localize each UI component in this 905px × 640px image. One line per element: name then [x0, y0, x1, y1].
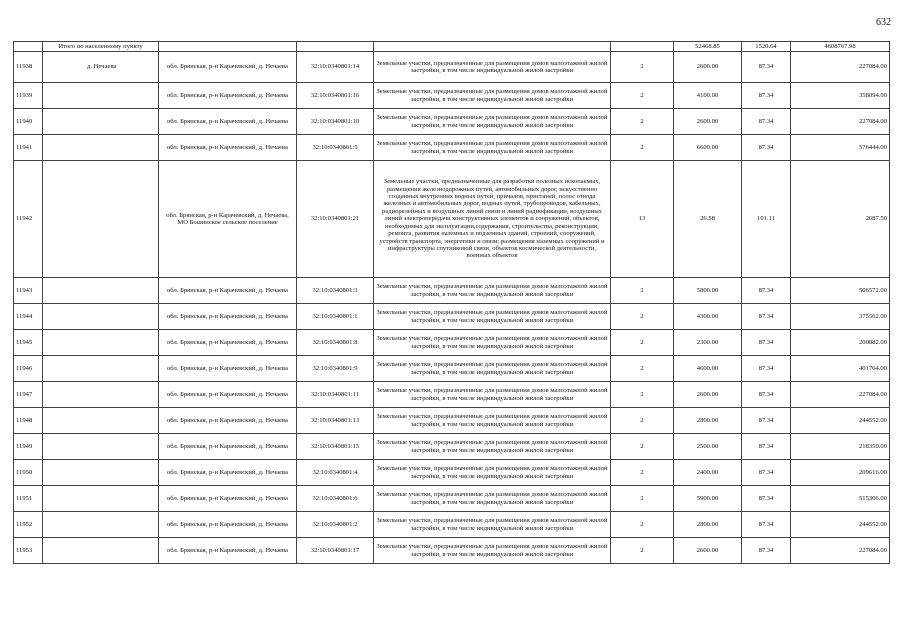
land-area: 5800.00: [674, 278, 742, 304]
address-cell: обл. Брянская, р-н Карачевский, д. Нечаева: [159, 304, 297, 330]
locality-cell: [43, 408, 159, 434]
table-row: [14, 278, 890, 304]
cadastral-number: 32:10:0340801:11: [297, 382, 374, 408]
total-category-cell: [611, 42, 674, 52]
land-area: 4100.00: [674, 83, 742, 109]
cadastral-value-table: [13, 41, 890, 564]
row-number: 11944: [14, 304, 43, 330]
total-label: Итого по населенному пункту: [43, 42, 159, 52]
address-cell: обл. Брянская, р-н Карачевский, д. Нечаева: [159, 460, 297, 486]
row-number: 11953: [14, 538, 43, 564]
table-row: [14, 538, 890, 564]
table-row: [14, 460, 890, 486]
address-cell: обл. Брянская, р-н Карачевский, д. Нечаева: [159, 135, 297, 161]
address-cell: обл. Брянская, р-н Карачевский, д. Нечаева: [159, 278, 297, 304]
table-row: [14, 304, 890, 330]
row-number: 11945: [14, 330, 43, 356]
row-number: 11952: [14, 512, 43, 538]
cadastral-value: 401764.00: [791, 356, 890, 382]
specific-value: 87.34: [742, 538, 791, 564]
use-category: 2: [611, 109, 674, 135]
land-use-description: Земельные участки, предназначенные для размещения домов малоэтажной жилой застройки, в том числе индивидуальной жилой застройки: [374, 486, 611, 512]
use-category: 2: [611, 486, 674, 512]
locality-cell: [43, 83, 159, 109]
address-cell: обл. Брянская, р-н Карачевский, д. Нечаева: [159, 52, 297, 83]
land-use-description: Земельные участки, предназначенные для размещения домов малоэтажной жилой застройки, в том числе индивидуальной жилой застройки: [374, 52, 611, 83]
land-use-description: Земельные участки, предназначенные для размещения домов малоэтажной жилой застройки, в том числе индивидуальной жилой застройки: [374, 304, 611, 330]
row-number: 11946: [14, 356, 43, 382]
address-cell: обл. Брянская, р-н Карачевский, д. Нечаева: [159, 486, 297, 512]
cadastral-number: 32:10:0340801:1: [297, 304, 374, 330]
land-use-description: Земельные участки, предназначенные для размещения домов малоэтажной жилой застройки, в том числе индивидуальной жилой застройки: [374, 330, 611, 356]
locality-cell: [43, 538, 159, 564]
land-area: 2600.00: [674, 538, 742, 564]
row-number: 11948: [14, 408, 43, 434]
specific-value: 87.34: [742, 52, 791, 83]
specific-value: 87.34: [742, 83, 791, 109]
specific-value: 87.34: [742, 486, 791, 512]
specific-value: 87.34: [742, 135, 791, 161]
cadastral-number: 32:10:0340801:15: [297, 434, 374, 460]
row-number: 11950: [14, 460, 43, 486]
row-number: 11947: [14, 382, 43, 408]
land-area: 2600.00: [674, 109, 742, 135]
address-cell: обл. Брянская, р-н Карачевский, д. Нечаева: [159, 538, 297, 564]
specific-value: 87.34: [742, 330, 791, 356]
table-row: [14, 382, 890, 408]
row-number: 11939: [14, 83, 43, 109]
land-area: 6600.00: [674, 135, 742, 161]
row-number: 11941: [14, 135, 43, 161]
row-number: 11942: [14, 161, 43, 278]
cadastral-value: 200882.00: [791, 330, 890, 356]
cadastral-value: 2687.50: [791, 161, 890, 278]
land-use-description: Земельные участки, предназначенные для размещения домов малоэтажной жилой застройки, в том числе индивидуальной жилой застройки: [374, 109, 611, 135]
locality-cell: [43, 382, 159, 408]
land-area: 5900.00: [674, 486, 742, 512]
table-row: [14, 109, 890, 135]
locality-cell: [43, 135, 159, 161]
cadastral-number: 32:10:0340801:9: [297, 356, 374, 382]
table-row: [14, 135, 890, 161]
cadastral-number: 32:10:0340801:5: [297, 135, 374, 161]
address-cell: обл. Брянская, р-н Карачевский, д. Нечаева: [159, 434, 297, 460]
table-row: [14, 83, 890, 109]
use-category: 2: [611, 83, 674, 109]
cadastral-value: 227084.00: [791, 52, 890, 83]
address-cell: обл. Брянская, р-н Карачевский, д. Нечаева, МО Бошинское сельское поселение: [159, 161, 297, 278]
row-number: 11943: [14, 278, 43, 304]
use-category: 2: [611, 135, 674, 161]
cadastral-value: 576444.00: [791, 135, 890, 161]
specific-value: 87.34: [742, 382, 791, 408]
cadastral-number: 32:10:0340801:17: [297, 538, 374, 564]
land-area: 2800.00: [674, 512, 742, 538]
total-rate: 1520.64: [742, 42, 791, 52]
land-use-description: Земельные участки, предназначенные для размещения домов малоэтажной жилой застройки, в том числе индивидуальной жилой застройки: [374, 460, 611, 486]
cadastral-number: 32:10:0340801:16: [297, 83, 374, 109]
locality-cell: [43, 52, 159, 83]
use-category: 2: [611, 538, 674, 564]
use-category: 2: [611, 330, 674, 356]
locality-cell: [43, 356, 159, 382]
address-cell: обл. Брянская, р-н Карачевский, д. Нечаева: [159, 512, 297, 538]
cadastral-value: 209616.00: [791, 460, 890, 486]
address-cell: обл. Брянская, р-н Карачевский, д. Нечаева: [159, 408, 297, 434]
locality-cell: [43, 109, 159, 135]
use-category: 2: [611, 434, 674, 460]
cadastral-number: 32:10:0340801:6: [297, 486, 374, 512]
use-category: 2: [611, 52, 674, 83]
land-area: 4300.00: [674, 304, 742, 330]
land-use-description: Земельные участки, предназначенные для размещения домов малоэтажной жилой застройки, в том числе индивидуальной жилой застройки: [374, 512, 611, 538]
cadastral-value: 358094.00: [791, 83, 890, 109]
specific-value: 87.34: [742, 512, 791, 538]
land-area: 2800.00: [674, 408, 742, 434]
locality-cell: [43, 330, 159, 356]
total-address-cell: [159, 42, 297, 52]
use-category: 13: [611, 161, 674, 278]
total-cadastral-cell: [297, 42, 374, 52]
use-category: 2: [611, 278, 674, 304]
table-row: [14, 434, 890, 460]
table-row: [14, 486, 890, 512]
land-use-description: Земельные участки, предназначенные для размещения домов малоэтажной жилой застройки, в том числе индивидуальной жилой застройки: [374, 408, 611, 434]
land-area: 4600.00: [674, 356, 742, 382]
row-number: 11940: [14, 109, 43, 135]
use-category: 2: [611, 356, 674, 382]
total-value: 4608767.98: [791, 42, 890, 52]
row-number: 11951: [14, 486, 43, 512]
land-use-description: Земельные участки, предназначенные для размещения домов малоэтажной жилой застройки, в том числе индивидуальной жилой застройки: [374, 538, 611, 564]
land-area: 2600.00: [674, 382, 742, 408]
row-number: 11949: [14, 434, 43, 460]
address-cell: обл. Брянская, р-н Карачевский, д. Нечаева: [159, 109, 297, 135]
total-num-cell: [14, 42, 43, 52]
use-category: 2: [611, 408, 674, 434]
land-use-description: Земельные участки, предназначенные для размещения домов малоэтажной жилой застройки, в том числе индивидуальной жилой застройки: [374, 356, 611, 382]
locality-cell: [43, 161, 159, 278]
cadastral-number: 32:10:0340801:2: [297, 512, 374, 538]
cadastral-value: 227084.00: [791, 382, 890, 408]
land-use-description: Земельные участки, предназначенные для размещения домов малоэтажной жилой застройки, в том числе индивидуальной жилой застройки: [374, 382, 611, 408]
cadastral-value: 218350.00: [791, 434, 890, 460]
land-area: 26.58: [674, 161, 742, 278]
cadastral-number: 32:10:0340801:14: [297, 52, 374, 83]
specific-value: 87.34: [742, 460, 791, 486]
cadastral-number: 32:10:0340801:4: [297, 460, 374, 486]
cadastral-value: 244552.00: [791, 512, 890, 538]
total-row: [14, 42, 890, 52]
land-use-description: Земельные участки, предназначенные для разработки полезных ископаемых, размещения железнодорожных путей, автомобильных дорог, искусственно созданных внутренних водных путей, причалов, пристаней, полос отвода железных и автомобильных дорог, водных путей, трубопроводов, кабельных, радиорелейных и воздушных линий связи и линий радиофикации, воздушных линий электропередачи конструктивных элементов и сооружений, объектов, необходимых для эксплуатации,содержания, строительства, реконструкции, ремонта, развития наземных и подземных зданий, строений, сооружений, устройств транспорта, энергетики и связи; размещения наземных сооружений и инфраструктуры спутниковой связи, объектов космической деятельности, военных объектов: [374, 161, 611, 278]
total-area: 52468.85: [674, 42, 742, 52]
land-area: 2300.00: [674, 330, 742, 356]
table-row: [14, 161, 890, 278]
land-area: 2400.00: [674, 460, 742, 486]
use-category: 2: [611, 382, 674, 408]
specific-value: 87.34: [742, 434, 791, 460]
land-use-description: Земельные участки, предназначенные для размещения домов малоэтажной жилой застройки, в том числе индивидуальной жилой застройки: [374, 135, 611, 161]
table-row: [14, 52, 890, 83]
land-area: 2600.00: [674, 52, 742, 83]
locality-cell: [43, 434, 159, 460]
page-number: 632: [876, 17, 891, 28]
total-description-cell: [374, 42, 611, 52]
locality-cell: [43, 460, 159, 486]
table-body: [14, 42, 890, 564]
address-cell: обл. Брянская, р-н Карачевский, д. Нечаева: [159, 330, 297, 356]
cadastral-number: 32:10:0340801:10: [297, 109, 374, 135]
locality-cell: [43, 486, 159, 512]
address-cell: обл. Брянская, р-н Карачевский, д. Нечаева: [159, 83, 297, 109]
specific-value: 101.11: [742, 161, 791, 278]
land-use-description: Земельные участки, предназначенные для размещения домов малоэтажной жилой застройки, в том числе индивидуальной жилой застройки: [374, 434, 611, 460]
specific-value: 87.34: [742, 109, 791, 135]
table-row: [14, 356, 890, 382]
cadastral-number: 32:10:0340801:13: [297, 408, 374, 434]
cadastral-number: 32:10:0340801:21: [297, 161, 374, 278]
specific-value: 87.34: [742, 278, 791, 304]
use-category: 2: [611, 460, 674, 486]
table-row: [14, 330, 890, 356]
land-area: 2500.00: [674, 434, 742, 460]
specific-value: 87.34: [742, 304, 791, 330]
cadastral-value: 227084.00: [791, 109, 890, 135]
address-cell: обл. Брянская, р-н Карачевский, д. Нечаева: [159, 382, 297, 408]
cadastral-value: 244552.00: [791, 408, 890, 434]
cadastral-value: 515306.00: [791, 486, 890, 512]
locality-cell: [43, 278, 159, 304]
use-category: 2: [611, 512, 674, 538]
cadastral-value: 227084.00: [791, 538, 890, 564]
locality-cell: [43, 512, 159, 538]
use-category: 2: [611, 304, 674, 330]
cadastral-value: 375562.00: [791, 304, 890, 330]
locality-cell: [43, 304, 159, 330]
specific-value: 87.34: [742, 356, 791, 382]
address-cell: обл. Брянская, р-н Карачевский, д. Нечаева: [159, 356, 297, 382]
locality-name: д. Нечаева: [87, 63, 117, 71]
specific-value: 87.34: [742, 408, 791, 434]
cadastral-number: 32:10:0340801:3: [297, 278, 374, 304]
cadastral-value: 506572.00: [791, 278, 890, 304]
table-row: [14, 408, 890, 434]
table-row: [14, 512, 890, 538]
land-use-description: Земельные участки, предназначенные для размещения домов малоэтажной жилой застройки, в том числе индивидуальной жилой застройки: [374, 83, 611, 109]
cadastral-number: 32:10:0340801:8: [297, 330, 374, 356]
land-use-description: Земельные участки, предназначенные для размещения домов малоэтажной жилой застройки, в том числе индивидуальной жилой застройки: [374, 278, 611, 304]
row-number: 11938: [14, 52, 43, 83]
